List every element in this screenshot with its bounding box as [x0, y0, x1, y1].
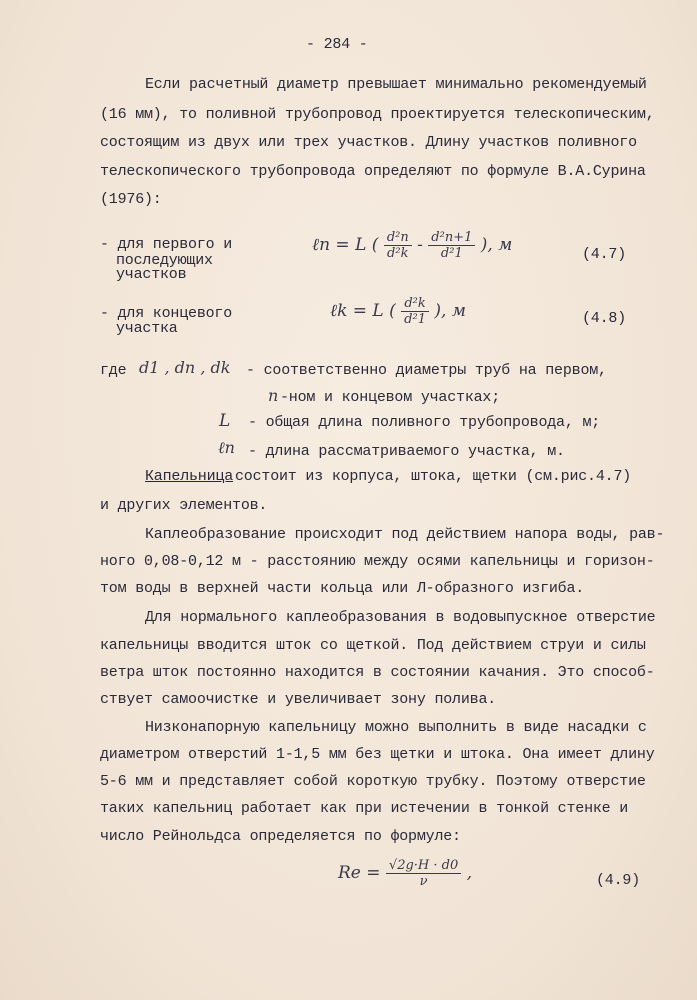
text-line: том воды в верхней части кольца или Л-образного изгиба. — [100, 580, 585, 597]
text-line: (1976): — [100, 191, 162, 208]
symbol-ln: ℓn — [218, 438, 235, 457]
equation-number: (4.8) — [582, 310, 627, 327]
symbol-L: L — [219, 411, 231, 431]
text-line: (16 мм), то поливной трубопровод проектируется телескопическим, — [100, 106, 655, 123]
text-line: Если расчетный диаметр превышает минимально рекомендуемый — [145, 76, 647, 93]
text-line: таких капельниц работает как при истечении в тонкой стенке и — [100, 800, 629, 817]
text-line: ствует самоочистке и увеличивает зону полива. — [100, 691, 497, 708]
text-line: -ном и концевом участках; — [280, 389, 501, 406]
equation-number: (4.7) — [582, 246, 627, 263]
term-underlined: Капельница — [145, 468, 234, 485]
text-line: 5-6 мм и представляет собой короткую трубку. Поэтому отверстие — [100, 773, 646, 790]
symbol-diameters: d1 , dn , dk — [139, 358, 231, 377]
text-line: телескопического трубопровода определяют по формуле В.А.Сурина — [100, 163, 646, 180]
formula-label: участков — [116, 266, 187, 283]
text-line: и других элементов. — [100, 497, 268, 514]
formula-label: - для концевого — [100, 305, 233, 322]
symbol-n: n — [268, 386, 279, 405]
formula-label: участка — [116, 320, 178, 337]
page-number: - 284 - — [306, 36, 368, 53]
text-line: ветра шток постоянно находится в состоянии качания. Это способ- — [100, 664, 655, 681]
text-line: число Рейнольдса определяется по формуле: — [100, 828, 461, 845]
text-line: капельницы вводится шток со щеткой. Под действием струи и силы — [100, 637, 646, 654]
text-line: диаметром отверстий 1-1,5 мм без щетки и штока. Она имеет длину — [100, 746, 655, 763]
formula-4-7: ℓn = L ( $\frac{\text{d²n}}{\text{d²k}}$ - $\frac{\text{d²n+1}}{\text{d²1}}$ ), м — [312, 230, 513, 261]
text-line: состоящим из двух или трех участков. Длину участков поливного — [100, 134, 637, 151]
text-line: Для нормального каплеобразования в водовыпускное отверстие — [145, 609, 656, 626]
text-line: - общая длина поливного трубопровода, м; — [248, 414, 601, 431]
text-line: состоит из корпуса, штока, щетки (см.рис.4.7) — [235, 468, 632, 485]
text-line: где — [100, 362, 127, 379]
formula-label: - для первого и — [100, 236, 233, 253]
text-line: Каплеобразование происходит под действием напора воды, рав- — [145, 526, 665, 543]
formula-4-8: ℓk = L ( $\frac{\text{d²k}}{\text{d²1}}$ ), м — [330, 296, 466, 327]
text-line: Низконапорную капельницу можно выполнить в виде насадки с — [145, 719, 647, 736]
text-line: - длина рассматриваемого участка, м. — [248, 443, 565, 460]
equation-number: (4.9) — [596, 872, 641, 889]
formula-4-9: Re = $\frac{√2g\cdot H \cdot d0}{\nu}$ , — [338, 858, 473, 889]
formula-label: последующих — [116, 252, 213, 269]
text-line: - соответственно диаметры труб на первом, — [246, 362, 607, 379]
text-line: ного 0,08-0,12 м - расстоянию между осями капельницы и горизон- — [100, 553, 655, 570]
